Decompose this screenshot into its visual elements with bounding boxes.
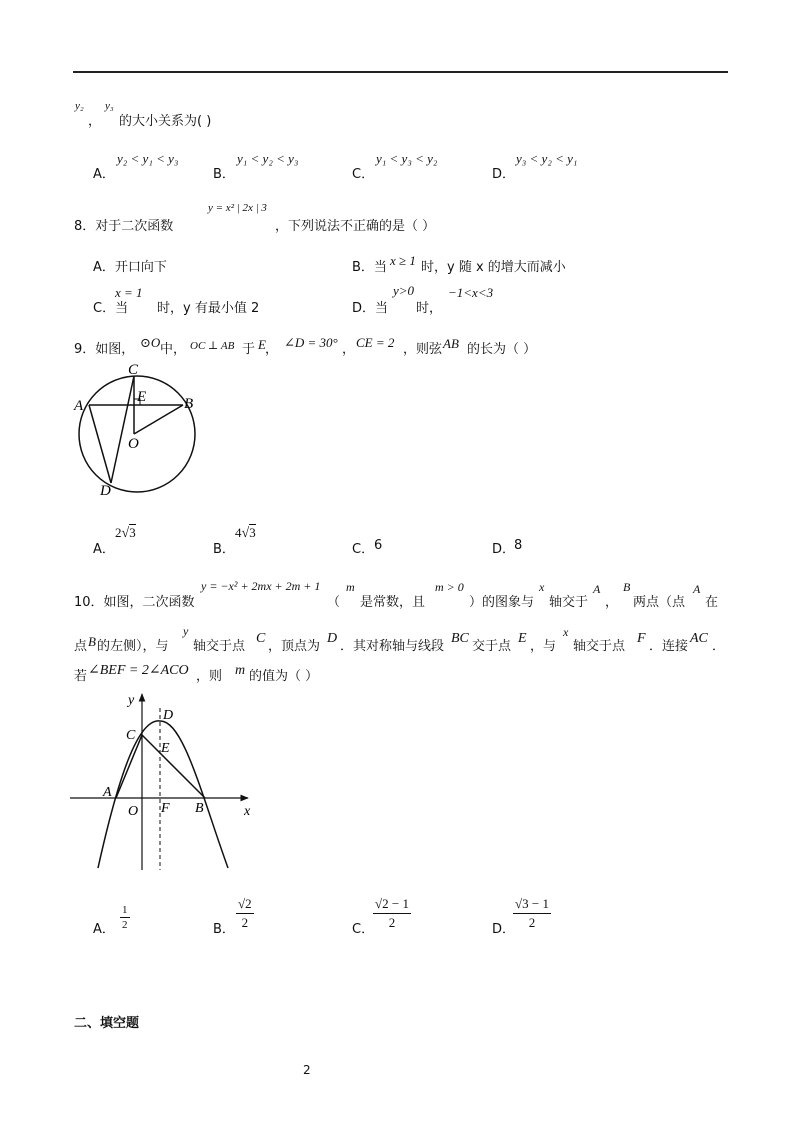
q7-option-c-expr: y₁ < y₃ < y₂ (376, 151, 438, 166)
q10-line2-a: 点 (74, 639, 88, 654)
q10-label-o: O (128, 804, 139, 819)
q10-line2-f: 交于点 (472, 639, 512, 654)
q8-function: y = x² | 2x | 3 (208, 202, 267, 214)
q10-option-b-fraction (236, 896, 254, 931)
q10-line3-b: ，则 (196, 669, 223, 684)
q10-line1-a2: A (693, 582, 701, 596)
q7-option-a-expr: y₂ < y₁ < y₃ (117, 151, 179, 166)
q9-option-b-radicand: 3 (249, 525, 256, 540)
q8-prefix: 8．对于二次函数 (74, 219, 174, 234)
header-rule (73, 71, 728, 73)
q10-line2-b: 的左侧），与 (97, 639, 169, 654)
q9-cond2: ∠D = 30° (284, 335, 338, 350)
q7-text: 的大小关系为( ) (119, 114, 212, 129)
q9-option-a-coef: 2 (115, 525, 122, 540)
q10-line1-x: x (539, 580, 545, 594)
sqrt-symbol: √ (121, 526, 130, 541)
q10-line1-prefix: 10．如图，二次函数 (74, 595, 195, 610)
q10-line2-j: ． (712, 639, 726, 654)
q7-y2: y₂ (75, 100, 84, 112)
q10-line3-c: 的值为（ ） (249, 669, 319, 684)
q8-option-a: A．开口向下 (93, 260, 167, 275)
q10-option-d-fraction (513, 896, 551, 931)
q8-suffix: ，下列说法不正确的是（ ） (275, 219, 436, 234)
q8-option-d-math2: −1<x<3 (448, 285, 494, 300)
page-number: 2 (303, 1063, 311, 1077)
q9-label-o: O (128, 436, 139, 452)
q9-option-d-label: D． (492, 542, 516, 557)
q10-line2-b-point: B (88, 634, 96, 649)
q9-option-a-label: A． (93, 542, 115, 557)
q10-line1-cond: m > 0 (435, 580, 464, 594)
q7-option-d-label: D． (492, 167, 516, 182)
section-heading-fill-in: 二、填空题 (74, 1016, 140, 1031)
q9-chord: AB (443, 336, 459, 351)
q9-option-d-value: 8 (514, 538, 523, 553)
q9-suffix: 的长为（ ） (467, 342, 537, 357)
q10-line2-h: 轴交于点 (573, 639, 626, 654)
q10-line2-e: ．其对称轴与线段 (340, 639, 445, 654)
q10-line2-y: y (183, 624, 189, 638)
q7-sep: ， (88, 114, 102, 129)
q10-option-c-fraction (373, 896, 411, 931)
q7-option-b-label: B． (213, 167, 235, 182)
q10-line1-zai: 在 (705, 595, 719, 610)
q10-option-a-numerator: 1 (122, 904, 128, 916)
q9-cond3: CE = 2 (356, 335, 395, 350)
q10-label-x: x (244, 804, 251, 819)
q9-point-e: E (258, 337, 266, 352)
q10-option-b-numerator: √2 (236, 896, 254, 914)
q9-option-b-coef: 4 (235, 525, 242, 540)
q9-option-c-label: C． (352, 542, 375, 557)
q10-line2-d-point: D (327, 631, 338, 646)
q8-option-c-pre: C．当 (93, 301, 129, 316)
q10-line2-c-point: C (256, 631, 266, 646)
q10-line2-bc: BC (451, 631, 469, 646)
q9-mid2: 于 (242, 342, 256, 357)
q10-parabola-figure (68, 688, 268, 878)
q10-line3-m: m (235, 663, 246, 678)
q10-option-c-numerator: √2 − 1 (373, 896, 411, 914)
q9-line-ob (134, 405, 183, 434)
q10-option-a-denominator: 2 (122, 919, 128, 931)
q10-line3-a: 若 (74, 669, 88, 684)
q7-option-c-label: C． (352, 167, 375, 182)
q10-option-d-numerator: √3 − 1 (513, 896, 551, 914)
q8-option-d-math1: y>0 (393, 283, 415, 298)
q10-option-d-label: D． (492, 922, 516, 937)
q10-label-e: E (161, 741, 170, 756)
q9-label-e: E (137, 389, 147, 405)
q9-option-b-value (235, 525, 256, 542)
q9-option-b-label: B． (213, 542, 235, 557)
q10-line1-b: B (623, 580, 631, 594)
q9-line-cd (111, 376, 134, 483)
q10-line1-rest: ）的图象与 (469, 595, 535, 610)
q9-circle-figure (70, 358, 210, 498)
q10-line1-const: 是常数，且 (360, 595, 426, 610)
q10-line2-f-point: F (637, 631, 646, 646)
q10-label-d: D (163, 708, 174, 723)
q10-line2-ac: AC (690, 631, 708, 646)
q8-option-c-math: x = 1 (115, 285, 143, 300)
q8-option-d-pre: D．当 (352, 301, 389, 316)
q10-option-a-fraction (120, 904, 130, 931)
q8-option-d-post: 时， (416, 301, 443, 316)
q10-option-a-label: A． (93, 922, 115, 937)
q9-label-a: A (74, 398, 84, 414)
q7-option-b-expr: y₁ < y₂ < y₃ (237, 151, 299, 166)
q10-line2-g: ，与 (530, 639, 557, 654)
q10-label-b: B (195, 801, 204, 816)
q9-mid1: 中， (160, 342, 187, 357)
q8-option-c-post: 时，y 有最小值 2 (157, 301, 260, 316)
q9-label-d: D (100, 483, 111, 498)
q10-option-d-denominator: 2 (528, 915, 536, 930)
q10-line1-a: A (593, 582, 601, 596)
q8-option-b-pre: B．当 (352, 260, 387, 275)
q8-option-b-post: 时，y 随 x 的增大而减小 (421, 260, 566, 275)
q10-line-bc (142, 735, 205, 798)
q9-option-c-value: 6 (374, 538, 383, 553)
q10-option-c-denominator: 2 (388, 915, 396, 930)
q10-label-a: A (103, 785, 112, 800)
q9-label-b: B (184, 396, 194, 412)
q10-line1-m: m (346, 580, 355, 594)
q9-option-a-radicand: 3 (129, 525, 136, 540)
q10-label-f: F (161, 801, 170, 816)
q9-sep: ， (265, 342, 279, 357)
q9-prefix: 9．如图， (74, 342, 135, 357)
q10-option-c-label: C． (352, 922, 375, 937)
q10-line3-cond: ∠BEF = 2∠ACO (88, 663, 189, 678)
q9-circle: ⊙O (140, 335, 161, 350)
q7-y3: y₃ (105, 100, 114, 112)
q10-line2-i: ．连接 (649, 639, 689, 654)
q8-option-b-math: x ≥ 1 (390, 253, 416, 268)
q9-option-a-value (115, 525, 136, 542)
q10-line1-paren: （ (327, 595, 341, 610)
q10-line2-x: x (563, 625, 569, 639)
q10-line2-d: ，顶点为 (268, 639, 321, 654)
q10-line2-e-point: E (518, 631, 527, 646)
q9-label-c: C (128, 362, 139, 378)
q10-line2-c: 轴交于点 (193, 639, 246, 654)
q10-function: y = −x² + 2mx + 2m + 1 (201, 579, 321, 593)
q7-option-a-label: A． (93, 167, 115, 182)
q10-line1-axis: 轴交于 (549, 595, 589, 610)
q10-option-b-label: B． (213, 922, 235, 937)
q9-sep2: ， (342, 342, 356, 357)
q10-label-y: y (128, 693, 135, 708)
q7-option-d-expr: y₃ < y₂ < y₁ (516, 151, 578, 166)
q10-line1-comma: ， (605, 595, 619, 610)
q10-label-c: C (126, 728, 136, 743)
q10-line-ac (116, 735, 142, 798)
q10-line1-two: 两点（点 (633, 595, 686, 610)
q9-cond1: OC ⊥ AB (190, 340, 235, 352)
q10-option-b-denominator: 2 (241, 915, 249, 930)
sqrt-symbol: √ (241, 526, 250, 541)
q9-mid3: ，则弦 (403, 342, 443, 357)
